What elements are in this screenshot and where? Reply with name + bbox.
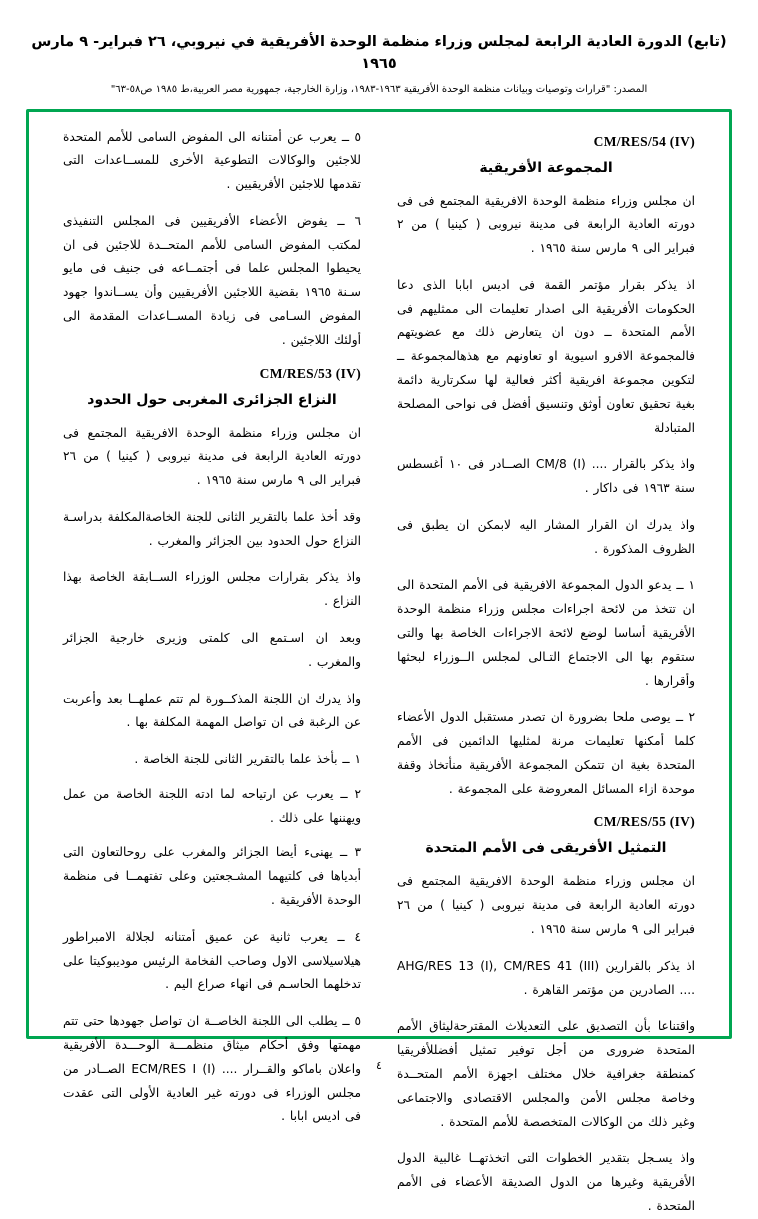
paragraph: ٤ ــ يعرب ثانية عن عميق أمتنانه لجلالة الامبراطور هيلاسيلاسى الاول وصاحب الفخامة الرئيس موديبوكيتا على تدخلهما الحاسـم فى انهاء صراع اليم . [63, 929, 361, 992]
paragraph: ٦ ــ يفوض الأعضاء الأفريقيين فى المجلس التنفيذى لمكتب المفوض السامى للأمم المتحــدة للاجئين فى ان يحيطوا المجلس علما فى أجتمــاعه فى جنيف فى مايو سـنة ١٩٦٥ بقضية اللاجئين الأفريقيين وأن يســاندوا جهود المفوض السـامى فى زيادة المســاعدات المقدمة الى أولئك اللاجئين . [63, 213, 361, 347]
paragraph: ٥ ــ يعرب عن أمتنانه الى المفوض السامى للأمم المتحدة للاجئين والوكالات التطوعية الأخرى للمســاعدات التى تقدمها للاجئين الأفريقيين . [63, 129, 361, 192]
paragraph: وقد أخذ علما بالتقرير الثانى للجنة الخاصةالمكلفة بدراسـة النزاع حول الحدود بين الجزائر والمغرب . [63, 509, 361, 548]
paragraph: ان مجلس وزراء منظمة الوحدة الافريقية المجتمع فى دورته العادية الرابعة فى مدينة نيروبى ( كينيا ) من ٢٦ فبراير الى ٩ مارس سنة ١٩٦٥ . [63, 425, 361, 488]
paragraph: ١ ــ بأخذ علما بالتقرير الثانى للجنة الخاصة . [134, 752, 361, 767]
paragraph: ١ ــ يدعو الدول المجموعة الافريقية فى الأمم المتحدة الى ان تتخذ من لائحة اجراءات مجلس وزراء منظمة الوحدة الأفريقية أساسا لوضع لائحة الاجراءات الخاصة بها والتى ستقوم بها الى الاجتماع التـالى لمجلس الــوزراء لبحثها وأقرارها . [397, 578, 695, 688]
resolution-code: CM/RES/55 (IV) [593, 814, 695, 830]
content-frame [26, 109, 732, 1213]
paragraph: واقتناعا بأن التصديق على التعديلاث المقترحةليثاق الأمم المتحدة ضرورى من أجل توفير تمثيل أفضللأفريقيا كمنطقة جغرافية خلال مختلف اجهزة الأمم المتحــدة وخاصة مجلس الأمن والمجلس الاقتصادى والاجتماعى وغير ذلك من الوكالات المتخصصة للأمم المتحدة . [397, 1019, 695, 1129]
section-heading: التمثيل الأفريقى فى الأمم المتحدة [425, 840, 667, 857]
column-right [379, 126, 713, 1213]
paragraph: ٢ ــ يعرب عن ارتياحه لما ادته اللجنة الخاصة من عمل ويهننها على ذلك . [63, 786, 361, 825]
paragraph: واذ يدرك ان القرار المشار اليه لابمكن ان يطبق فى الظروف المذكورة . [397, 517, 695, 556]
paragraph: ٢ ــ يوصى ملحا بضرورة ان تصدر مستقبل الدول الأعضاء كلما أمكنها تعليمات مرنة لمثليها الدائمين فى الأمم المتحدة بغية ان تتمكن المجموعة الأفريقية منأتخاذ وقفة موحدة ازاء المسائل المعروضة على المجموعة . [397, 710, 695, 796]
paragraph: اذ يذكر بالقرارين AHG/RES 13 (I), CM/RES 41 (III) .... الصادرين من مؤتمر القاهرة . [397, 958, 696, 997]
section-heading: المجموعة الأفريقية [479, 159, 613, 176]
paragraph: ان مجلس وزراء منظمة الوحدة الافريقية المجتمع فى فى دورته العادية الرابعة فى مدينة نيروبى ( كينيا ) من ٢ فبراير الى ٩ مارس سنة ١٩٦٥ . [397, 193, 695, 256]
paragraph: ٣ ــ يهنىء أيضا الجزائر والمغرب على روحالتعاون التى أبدياها فى كلتيهما المشـجعتين وعلى تفتهمــا فى منظمة الوحدة الأفريقية . [63, 845, 361, 908]
page-number: ٤ [376, 1059, 382, 1072]
paragraph: ان مجلس وزراء منظمة الوحدة الافريقية المجتمع فى دورته العادية الرابعة فى مدينة نيروبى ( كينيا ) من ٢٦ فبراير الى ٩ مارس سنة ١٩٦٥ . [397, 874, 695, 937]
section-heading: النزاع الجزائرى المغربى حول الحدود [87, 391, 337, 408]
paragraph: واذ يذكر بالقرار .... CM/8 (I) الصــادر فى ١٠ أغسطس سنة ١٩٦٣ فى داكار . [397, 457, 695, 496]
two-column-layout [45, 126, 713, 1213]
resolution-code: CM/RES/54 (IV) [593, 133, 695, 149]
paragraph: اذ يذكر بقرار مؤتمر القمة فى اديس ابابا الذى دعا الحكومات الأفريقية الى اصدار تعليمات الى ممثليهم فى الأمم المتحدة ــ دون ان يتعارض ذلك مع عضويتهم فالمجموعة الافرو اسيوية او تعاونهم مع هذهالمجموعة ــ لتكوين مجموعة افريقية أكثر فعالية لها سكرتارية دائمة بغية تحقيق تعاون أوثق وتنسيق أفضل فى نواحى المصلحة المتبادلة [397, 277, 695, 435]
source-citation: المصدر: "قرارات وتوصيات وبيانات منظمة الوحدة الأفريقية ١٩٦٣-١٩٨٣، وزارة الخارجية، جمهورية مصر العربية،ط ١٩٨٥ ص٥٨-٦٣" [110, 83, 648, 95]
paragraph: واذ يدرك ان اللجنة المذكــورة لم تتم عملهــا بعد وأعربت عن الرغبة فى ان تواصل المهمة المكلفة بها . [63, 691, 361, 730]
paragraph: واذ يسـجل بتقدير الخطوات التى اتخذتهــا غالبية الدول الأفريقية وغيرها من الدول الصديقة الأعضاء فى الأمم المتحدة . [397, 1151, 695, 1213]
paragraph: واذ يذكر بقرارات مجلس الوزراء الســابقة الخاصة بهذا النزاع . [63, 570, 361, 609]
paragraph: وبعد ان اسـتمع الى كلمتى وزيرى خارجية الجزائر والمغرب . [63, 631, 361, 669]
resolution-code: CM/RES/53 (IV) [259, 365, 361, 381]
page-title: (تابع) الدورة العادية الرابعة لمجلس وزراء منظمة الوحدة الأفريقية في نيروبي، ٢٦ فبراير- ٩ مارس ١٩٦٥ [31, 34, 727, 72]
paragraph: ٥ ــ يطلب الى اللجنة الخاصــة ان تواصل جهودها حتى تتم مهمتها وفق أحكام ميثاق منظمـــة الوحـــدة الأفريقية واعلان باماكو والقــرار .... ECM/RES I (I) الصــادر من مجلس الوزراء فى دورته غير العادية الأولى التى عقدت فى اديس ابابا . [63, 1014, 361, 1124]
column-left [45, 126, 379, 1124]
